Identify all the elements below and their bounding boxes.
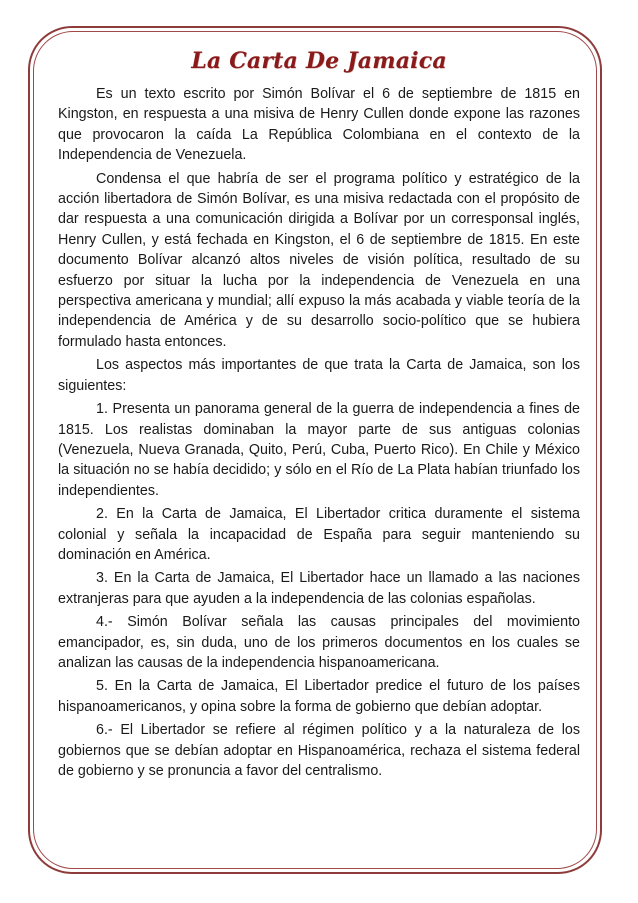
paragraph-point-2: 2. En la Carta de Jamaica, El Libertador critica duramente el sistema colonial y señala la incapacidad de España para seguir manteniendo su dominación en América.	[58, 506, 580, 563]
paragraph-intro: Es un texto escrito por Simón Bolívar el 6 de septiembre de 1815 en Kingston, en respuesta a una misiva de Henry Cullen donde expone las razones que provocaron la caída La República Colombiana en el contexto de la Independencia de Venezuela.	[58, 86, 580, 164]
paragraph-point-5: 5. En la Carta de Jamaica, El Libertador predice el futuro de los países hispanoamericanos, y opina sobre la forma de gobierno que debían adoptar.	[58, 678, 580, 715]
paragraph-point-3: 3. En la Carta de Jamaica, El Libertador hace un llamado a las naciones extranjeras para que ayuden a la independencia de las colonias españolas.	[58, 570, 580, 607]
document-title: La Carta De Jamaica	[191, 48, 447, 74]
paragraph-point-6: 6.- El Libertador se refiere al régimen político y a la naturaleza de los gobiernos que se debían adoptar en Hispanoamérica, rechaza el sistema federal de gobierno y se pronuncia a favor del centralismo.	[58, 722, 580, 779]
paragraph-point-4: 4.- Simón Bolívar señala las causas principales del movimiento emancipador, es, sin duda, uno de los primeros documentos en los cuales se analizan las causas de la independencia hispanoamericana.	[58, 614, 580, 671]
paragraph-summary: Condensa el que habría de ser el programa político y estratégico de la acción libertadora de Simón Bolívar, es una misiva redactada con el propósito de dar respuesta a una comunicación dirigida a Bolívar por un corresponsal inglés, Henry Cullen, y está fechada en Kingston, el 6 de septiembre de 1815. En este documento Bolívar alcanzó altos niveles de visión política, resultado de su esfuerzo por situar la lucha por la independencia de Venezuela en una perspectiva americana y mundial; allí expuso la más acabada y viable teoría de la independencia de América y de su desarrollo socio-político que se hubiera formulado hasta entonces.	[58, 170, 580, 350]
document-body	[58, 48, 580, 784]
paragraph-point-1: 1. Presenta un panorama general de la guerra de independencia a fines de 1815. Los realistas dominaban la mayor parte de sus antiguas colonias (Venezuela, Nueva Granada, Quito, Perú, Cuba, Puerto Rico). En Chile y México la situación no se había decidido; y sólo en el Río de La Plata habían triunfado los independientes.	[58, 401, 580, 499]
paragraph-aspects-intro: Los aspectos más importantes de que trata la Carta de Jamaica, son los siguientes:	[58, 357, 580, 394]
